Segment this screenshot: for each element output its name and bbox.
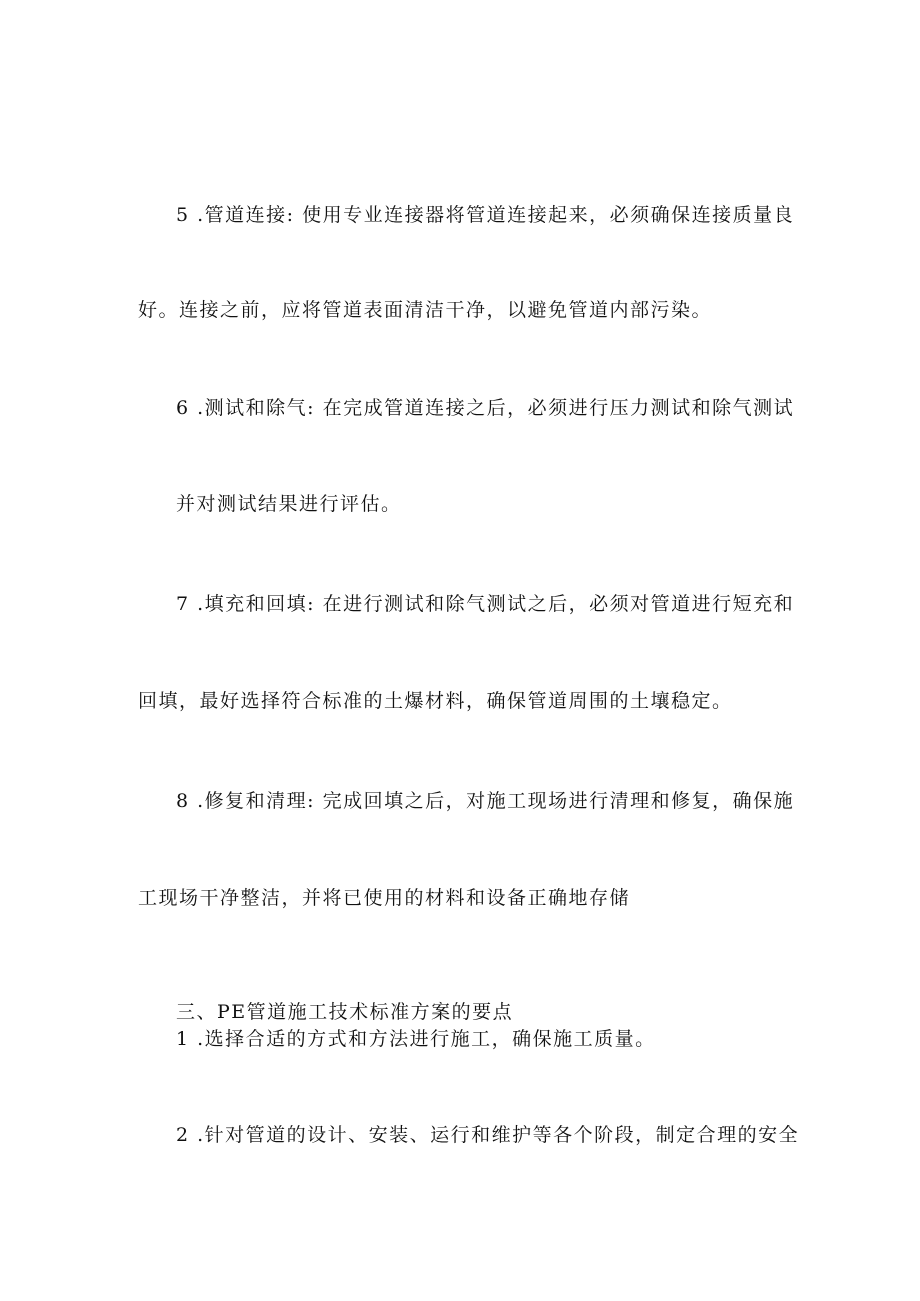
paragraph-line-item7-b: 回填，最好选择符合标准的土爆材料，确保管道周围的土壤稳定。 [138, 690, 733, 712]
paragraph-line-item5-b: 好。连接之前，应将管道表面清洁干净，以避免管道内部污染。 [138, 299, 713, 321]
paragraph-line-point1: 1 .选择合适的方式和方法进行施工，确保施工质量。 [176, 1028, 656, 1050]
section-heading: 三、PE管道施工技术标准方案的要点 [176, 1001, 514, 1023]
paragraph-line-item6-a: 6 .测试和除气: 在完成管道连接之后，必须进行压力测试和除气测试 [176, 397, 795, 419]
paragraph-line-item6-b: 并对测试结果进行评估。 [176, 493, 402, 515]
paragraph-line-item8-b: 工现场干净整洁，并将已使用的材料和设备正确地存储 [138, 887, 631, 909]
paragraph-line-item8-a: 8 .修复和清理: 完成回填之后，对施工现场进行清理和修复，确保施 [176, 790, 795, 812]
paragraph-line-item5-a: 5 .管道连接: 使用专业连接器将管道连接起来，必须确保连接质量良 [176, 204, 795, 226]
paragraph-line-item7-a: 7 .填充和回填: 在进行测试和除气测试之后，必须对管道进行短充和 [176, 593, 795, 615]
paragraph-line-point2: 2 .针对管道的设计、安装、运行和维护等各个阶段，制定合理的安全 [176, 1124, 800, 1146]
